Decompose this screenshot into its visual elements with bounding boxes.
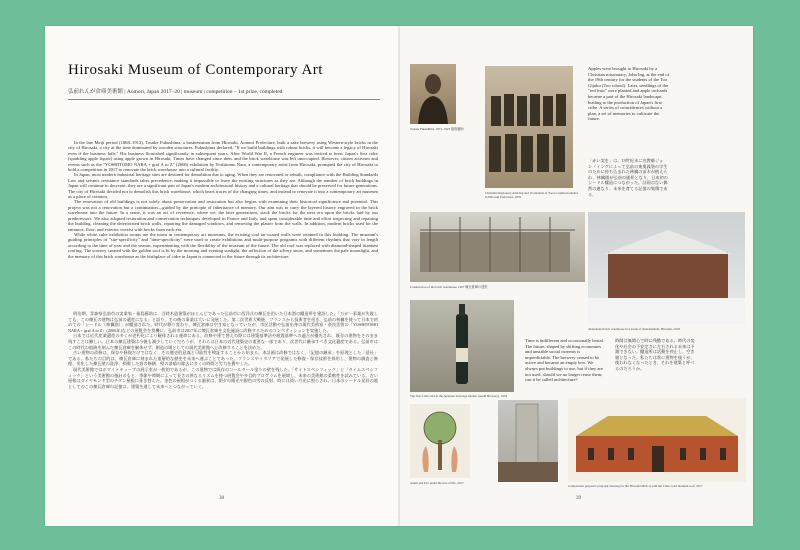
snow-warehouse-scene — [588, 212, 745, 324]
group-figures — [485, 66, 573, 188]
caption-bottle: The first Cidre sold in the Japanese beverage market (Asahi Brewery), 1954 — [410, 394, 508, 398]
snow-photo — [588, 212, 745, 324]
right-page — [400, 26, 753, 526]
japanese-text — [68, 311, 378, 389]
en-paragraph: While white cube exhibition rooms are the norm in contemporary art museums, the existing coal tar-coated walls were retained in this building. The museum's guiding principles of "site-specificity" and "time-specificity" were used to create exhibitions and multi-purpose programs with different rhythms that vary in length according to the time of year and the season, experimenting with the flexibility of the museum of the future. The old roof was replaced with diamond-shaped titanium roofing. The scenery created with the golden roof is lit by the morning and evening sunlight, the reflection of the silvery snow, and sometimes the pale moonlight, and the memory of this brick warehouse as the birthplace of cidre in Japan is connected to the future through its architecture. — [68, 231, 378, 259]
left-page — [45, 26, 400, 526]
en-paragraph: In Japan, most modern industrial heritage sites are destined for demolition due to aging. When they are renovated or rebuilt, compliance with the Building Standards Law and seismic resistance standards takes precedence, making it impossible to leave the existing structures as they are. Although the number of brick buildings in Japan will continue to decrease, they are a significant part of Japan's modern architectural history and a cultural heritage that should be preserved for future generations. The city of Hirosaki decided not to demolish this brick warehouse, which bears traces of the changing times, and instead to renovate it into a contemporary art museum as a place of creation. — [68, 172, 378, 200]
adam-eve-illustration — [410, 404, 470, 478]
portrait-figure — [410, 64, 456, 124]
portrait-photo — [410, 64, 456, 124]
right-text-en-2: Time is indifferent and occasionally brutal. The future, shaped by shifting economies and unstable social currents is unpredictable. The brewery ceased to be active and became an empty box. We always put buildings to use, but if they are not used, should we no longer reuse them, can it be called architecture? — [525, 338, 605, 383]
caption-construction: Construction of the brick warehouse, 1907 煉瓦倉庫の建設 — [410, 285, 488, 289]
museum-elevation — [568, 398, 746, 482]
jp-paragraph: 日本では近代産業遺産の多くが老朽化により解体される運命にある。改修や建て替えの際には建築基準法や耐震基準への適合が優先され、既存の建物をそのまま残すことは難しい。日本の煉瓦建築は今後も減少していくだろうが、それらは日本の近代建築史の重要な一部であり、次世代に継承すべき文化遺産である。弘前市はこの時代の痕跡を刻んだ煉瓦倉庫を解体せず、創造の場としての現代美術館へと改修することを決めた。 — [68, 333, 378, 350]
construction-scene — [410, 212, 585, 282]
right-text-en-1: Apples were brought to Hirosaki by a Christian missionary, John Ing, at the end of the 19th century for the students of the Too Gijuku (Too school). Later, seedlings of the "red fruit" were planted and apple orchards became a part of the Hirosaki landscape, leading to the production of Japan's first cidre. A series of coincidences without a plan, a set of memories to cultivate the future. — [588, 66, 670, 122]
tower-scene — [498, 400, 558, 482]
caption-snow: Abandoned brick warehouse in a scene of abandonment, Hirosaki, 2018 — [588, 327, 680, 331]
en-paragraph: The renovation of old buildings is not solely about preservation and restoration but also begins with examining their historical significance and potential. This project was not a renovation but a continuation—guided by the principle of inheritance of memory. Our aim was to carry the layered history engraved in the brick warehouse into the future. In a sense, it was an act of reverence, where we, the later generations, stack the bricks for the next era upon the bricks laid by our predecessors. We also adopted restoration and conservation techniques developed in France and Italy, and spent considerable time and effort inspecting and repairing the building, cleaning the deteriorated brick walls, repairing the damaged windows, and removing the plaster from the walls. In addition, modern bricks used for the entrance, floor, and exterior coexist with bricks from each era. — [68, 199, 378, 232]
caption-portrait: Tosuke Fukushima, 1871–1923 福島藤助 — [410, 127, 464, 131]
article-title: Hirosaki Museum of Contemporary Art — [68, 62, 323, 78]
project-meta: 弘前れんが倉庫美術館 | Aomori, Japan 2017–20 | museum | competition – 1st prize, completed — [68, 89, 283, 95]
cidre-bottle — [410, 300, 514, 392]
group-photo — [485, 66, 573, 188]
en-paragraph: In the late Meiji period (1868–1912), Tosuke Fukushima, a businessman from Hirosaki, Aomori Prefecture, built a sake brewery using Western-style bricks in the city of Hirosaki, a city at the time dominated by wooden structures. Fukushima declared, "If we build buildings with robust bricks, it will become a legacy of Hirosaki even if the business fails." His business flourished significantly in subsequent years. After World War II, a French engineer was invited to brew Japan's first cidre (sparkling apple liquor) using apple grown in Hirosaki. Times have changed since then, and the brick warehouse was left unoccupied. However, citizen activism and events such as the "YOSHITOMO NARA + graf A to Z" (2006) exhibition by Yoshitomo Nara, a contemporary artist from Hirosaki, prompted the city of Hirosaki to hold a competition in 2017 to renovate the brick warehouse into a cultural facility. — [68, 140, 378, 173]
page-number-right: 39 — [576, 496, 581, 501]
tree-of-life-drawing — [410, 404, 470, 478]
title-divider — [68, 99, 380, 100]
right-text-jp-2: 時間は無関心で時に残酷である。時代の変化や社会の不安定さに左右される未来は予測できない。醸造所は活動を停止し、空き箱となった。私たちは常に建物を使うが、使われなくなったとき、それを建築と呼べるのだろうか。 — [615, 338, 695, 371]
right-text-jp-1: 「赤い実を」は、19世紀末に宣教師ジョン・イングによって弘前の東奥義塾の学生のために持ち込まれた林檎の苗木が植えられ、林檎園が弘前の風景となり、日本初のシードル醸造につながった。計画のない偶然の連なり、未来を育てる記憶の集積である。 — [588, 158, 668, 197]
jp-paragraph: 明治期、青森県弘前市の実業家・福島藤助は、当時木造建築がほとんどであった弘前市に西洋式の煉瓦を用いた日本酒の醸造所を建設した。「万が一事業が失敗しても、この煉瓦の建物は弘前の遺産になる」と語り、その後の事業は大いに発展した。第二次世界大戦後、フランスから技術者を招き、弘前の林檎を使って日本で初めての「シードル（林檎酒）」が醸造された。時代が移り変わり、煉瓦倉庫は空き家となっていたが、市民活動や弘前出身の現代美術家・奈良美智の「YOSHITOMO NARA + graf A to Z」(2006年)などの展覧会を契機に、弘前市は2017年に煉瓦倉庫を文化施設に改修するためのコンペティションを実施した。 — [68, 311, 378, 333]
construction-photo — [410, 212, 585, 282]
caption-elevation: Competition proposal: proposal drawing for the Hirosaki MOCA with the Cidre Gold titanium roof, 2017 — [568, 484, 703, 488]
jp-paragraph: 現代美術館ではホワイトキューブの展示室が一般的であるが、この建物では既存のコールタール塗りの壁を残した。「サイトスペシフィック」と「タイムスペシフィック」という美術館の指針のもと、季節や時期によって長さの異なるリズムを持つ展覧会や多目的プログラムを展開し、未来の美術館の柔軟性を試みている。古い屋根はダイヤモンド型のチタン屋根に葺き替えた。金色の屋根がつくる風景は、朝夕の陽光や銀色の雪の反射、時には淡い月光に照らされ、日本のシードル発祥の地としてのこの煉瓦倉庫の記憶は、建築を通して未来へとつながっていく。 — [68, 366, 378, 389]
bottle-photo — [410, 300, 514, 392]
tower-photo — [498, 400, 558, 482]
elevation-drawing — [568, 398, 746, 482]
english-text — [68, 140, 378, 259]
page-number-left: 38 — [219, 496, 224, 501]
jp-paragraph: 古い建物の改修は、保存や修復だけではなく、その歴史的意義と可能性を検証することから始まる。本計画は改修ではなく、「記憶の継承」を原理とした「延長」である。私たちの目的は、煉瓦倉庫に刻まれた重層的な歴史を未来へ運ぶことであった。フランスやイタリアで発展した修復・保存技術を採用し、建物の調査と修理、劣化した煉瓦壁の洗浄、損傷した窓の修繕、壁の漆喰の除去に多くの時間と労力を費やした。 — [68, 350, 378, 367]
caption-illustration: Adam and Eve under the tree of life, 2017 — [410, 481, 464, 485]
caption-group: Christian missionary John Ing and 16 students of Toowa Gijuku founded in Hirosaki Prefecture, 1876 — [485, 191, 578, 199]
